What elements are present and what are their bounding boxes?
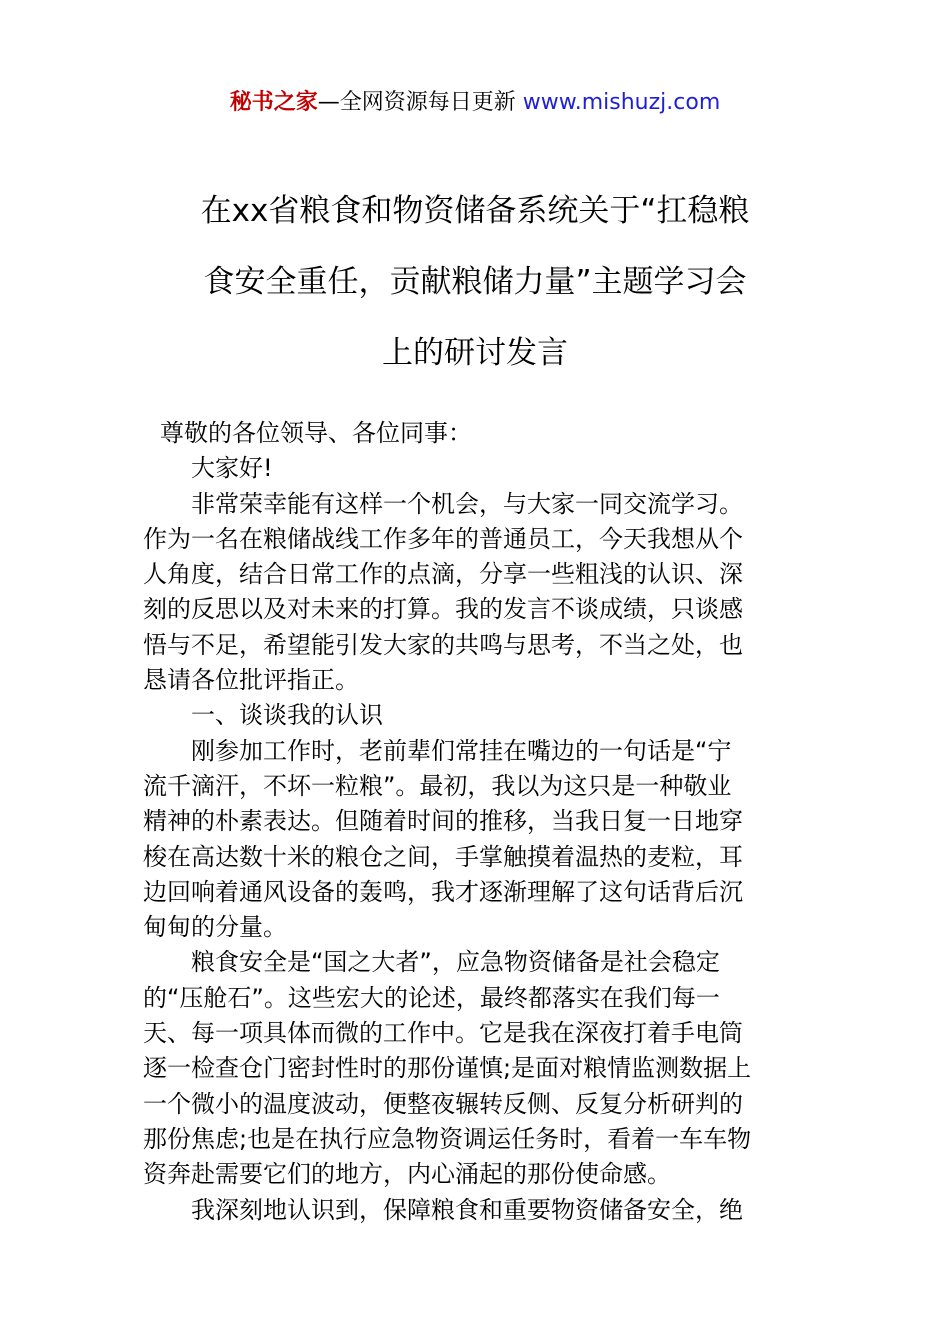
paragraph-line: 悟与不足，希望能引发大家的共鸣与思考，不当之处，也 — [143, 630, 743, 659]
paragraph-line: 精神的朴素表达。但随着时间的推移，当我日复一日地穿 — [143, 807, 743, 836]
site-tagline: —全网资源每日更新 — [317, 90, 523, 115]
paragraph-food-security — [143, 945, 815, 1192]
paragraph-line: 一个微小的温度波动，便整夜辗转反侧、反复分析研判的 — [143, 1089, 743, 1118]
site-header — [0, 88, 950, 118]
paragraph-line: 刚参加工作时，老前辈们常挂在嘴边的一句话是“宁 — [191, 736, 732, 765]
paragraph-line: 恳请各位批评指正。 — [143, 666, 359, 695]
salutation: 尊敬的各位领导、各位同事： — [160, 419, 472, 447]
paragraph-line: 边回响着通风设备的轰鸣，我才逐渐理解了这句话背后沉 — [143, 877, 743, 906]
site-brand: 秘书之家 — [229, 90, 318, 115]
paragraph-line: 资奔赴需要它们的地方，内心涌起的那份使命感。 — [143, 1160, 671, 1189]
paragraph-line: 天、每一项具体而微的工作中。它是我在深夜打着手电筒 — [143, 1019, 743, 1048]
paragraph-line: 梭在高达数十米的粮仓之间，手掌触摸着温热的麦粒，耳 — [143, 842, 743, 871]
paragraph-line: 粮食安全是“国之大者”，应急物资储备是社会稳定 — [191, 948, 720, 977]
title-line: 在xx省粮食和物资储备系统关于“扛稳粮 — [200, 193, 750, 229]
paragraph-line: 逐一检查仓门密封性时的那份谨慎;是面对粮情监测数据上 — [143, 1054, 752, 1083]
paragraph-line: 那份焦虑;也是在执行应急物资调运任务时，看着一车车物 — [143, 1124, 752, 1153]
paragraph-line: 刻的反思以及对未来的打算。我的发言不谈成绩，只谈感 — [143, 595, 743, 624]
paragraph-line: 我深刻地认识到，保障粮食和重要物资储备安全，绝 — [191, 1195, 743, 1224]
paragraph-line: 非常荣幸能有这样一个机会，与大家一同交流学习。 — [191, 489, 743, 518]
paragraph-recognition — [143, 1193, 815, 1228]
paragraph-line: 甸甸的分量。 — [143, 913, 287, 942]
paragraph-line: 的“压舱石”。这些宏大的论述，最终都落实在我们每一 — [143, 983, 720, 1012]
section-heading — [143, 698, 815, 733]
document-body — [143, 416, 815, 1228]
section-heading-text: 一、谈谈我的认识 — [191, 701, 383, 730]
title-line: 上的研讨发言 — [382, 335, 568, 371]
greeting: 大家好! — [191, 454, 273, 483]
document-title — [80, 176, 870, 389]
paragraph-line: 流千滴汗，不坏一粒粮”。最初，我以为这只是一种敬业 — [143, 771, 732, 800]
paragraph-early-work — [143, 734, 815, 946]
title-line: 食安全重任，贡献粮储力量”主题学习会 — [203, 264, 747, 300]
paragraph-line: 作为一名在粮储战线工作多年的普通员工，今天我想从个 — [143, 524, 743, 553]
paragraph-intro — [143, 487, 815, 699]
site-url-link[interactable]: www.mishuzj.com — [522, 90, 721, 115]
paragraph-line: 人角度，结合日常工作的点滴，分享一些粗浅的认识、深 — [143, 560, 743, 589]
